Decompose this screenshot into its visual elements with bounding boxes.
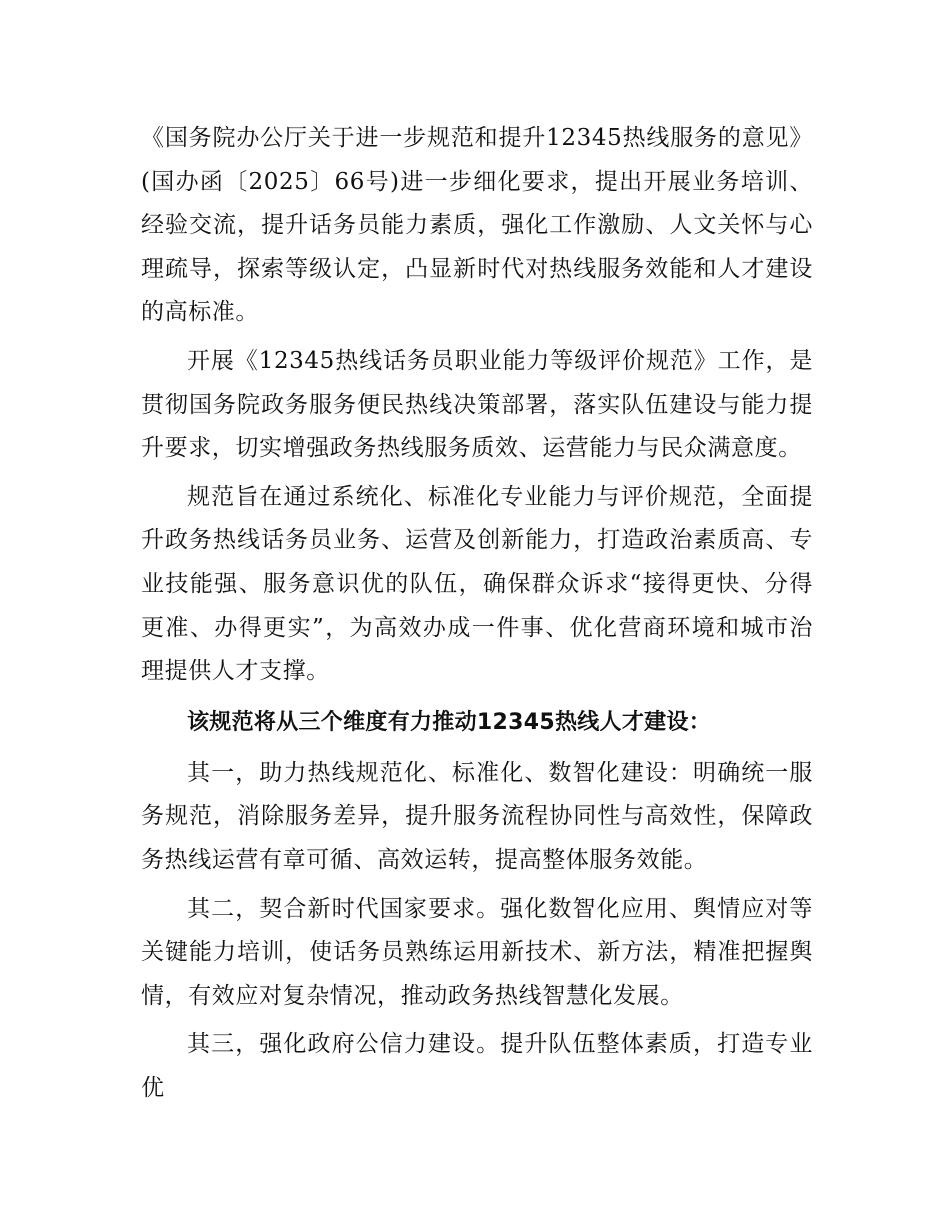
paragraph-dimension-three: 其三，强化政府公信力建设。提升队伍整体素质，打造专业优 [141,1031,813,1101]
paragraph-standard-purpose: 规范旨在通过系统化、标准化专业能力与评价规范，全面提升政务热线话务员业务、运营及创新能力，打造政治素质高、专业技能强、服务意识优的队伍，确保群众诉求“接得更快、分得更准、办得更实”，为高效办成一件事、优化营商环境和城市治理提供人才支撑。 [141,483,813,685]
section-heading-three-dimensions: 该规范将从三个维度有力推动12345热线人才建设： [187,709,712,735]
paragraph-standard-work: 开展《12345热线话务员职业能力等级评价规范》工作，是贯彻国务院政务服务便民热线决策部署，落实队伍建设与能力提升要求，切实增强政务热线服务质效、运营能力与民众满意度。 [141,347,813,462]
document-body [141,117,813,1110]
paragraph-dimension-two: 其二，契合新时代国家要求。强化数智化应用、舆情应对等关键能力培训，使话务员熟练运用新技术、新方法，精准把握舆情，有效应对复杂情况，推动政务热线智慧化发展。 [141,895,813,1009]
paragraph-opinion-reference: 《国务院办公厅关于进一步规范和提升12345热线服务的意见》(国办函〔2025〕66号)进一步细化要求，提出开展业务培训、经验交流，提升话务员能力素质，强化工作激励、人文关怀与心理疏导，探索等级认定，凸显新时代对热线服务效能和人才建设的高标准。 [141,125,813,326]
paragraph-dimension-one: 其一，助力热线规范化、标准化、数智化建设：明确统一服务规范，消除服务差异，提升服务流程协同性与高效性，保障政务热线运营有章可循、高效运转，提高整体服务效能。 [141,759,813,873]
